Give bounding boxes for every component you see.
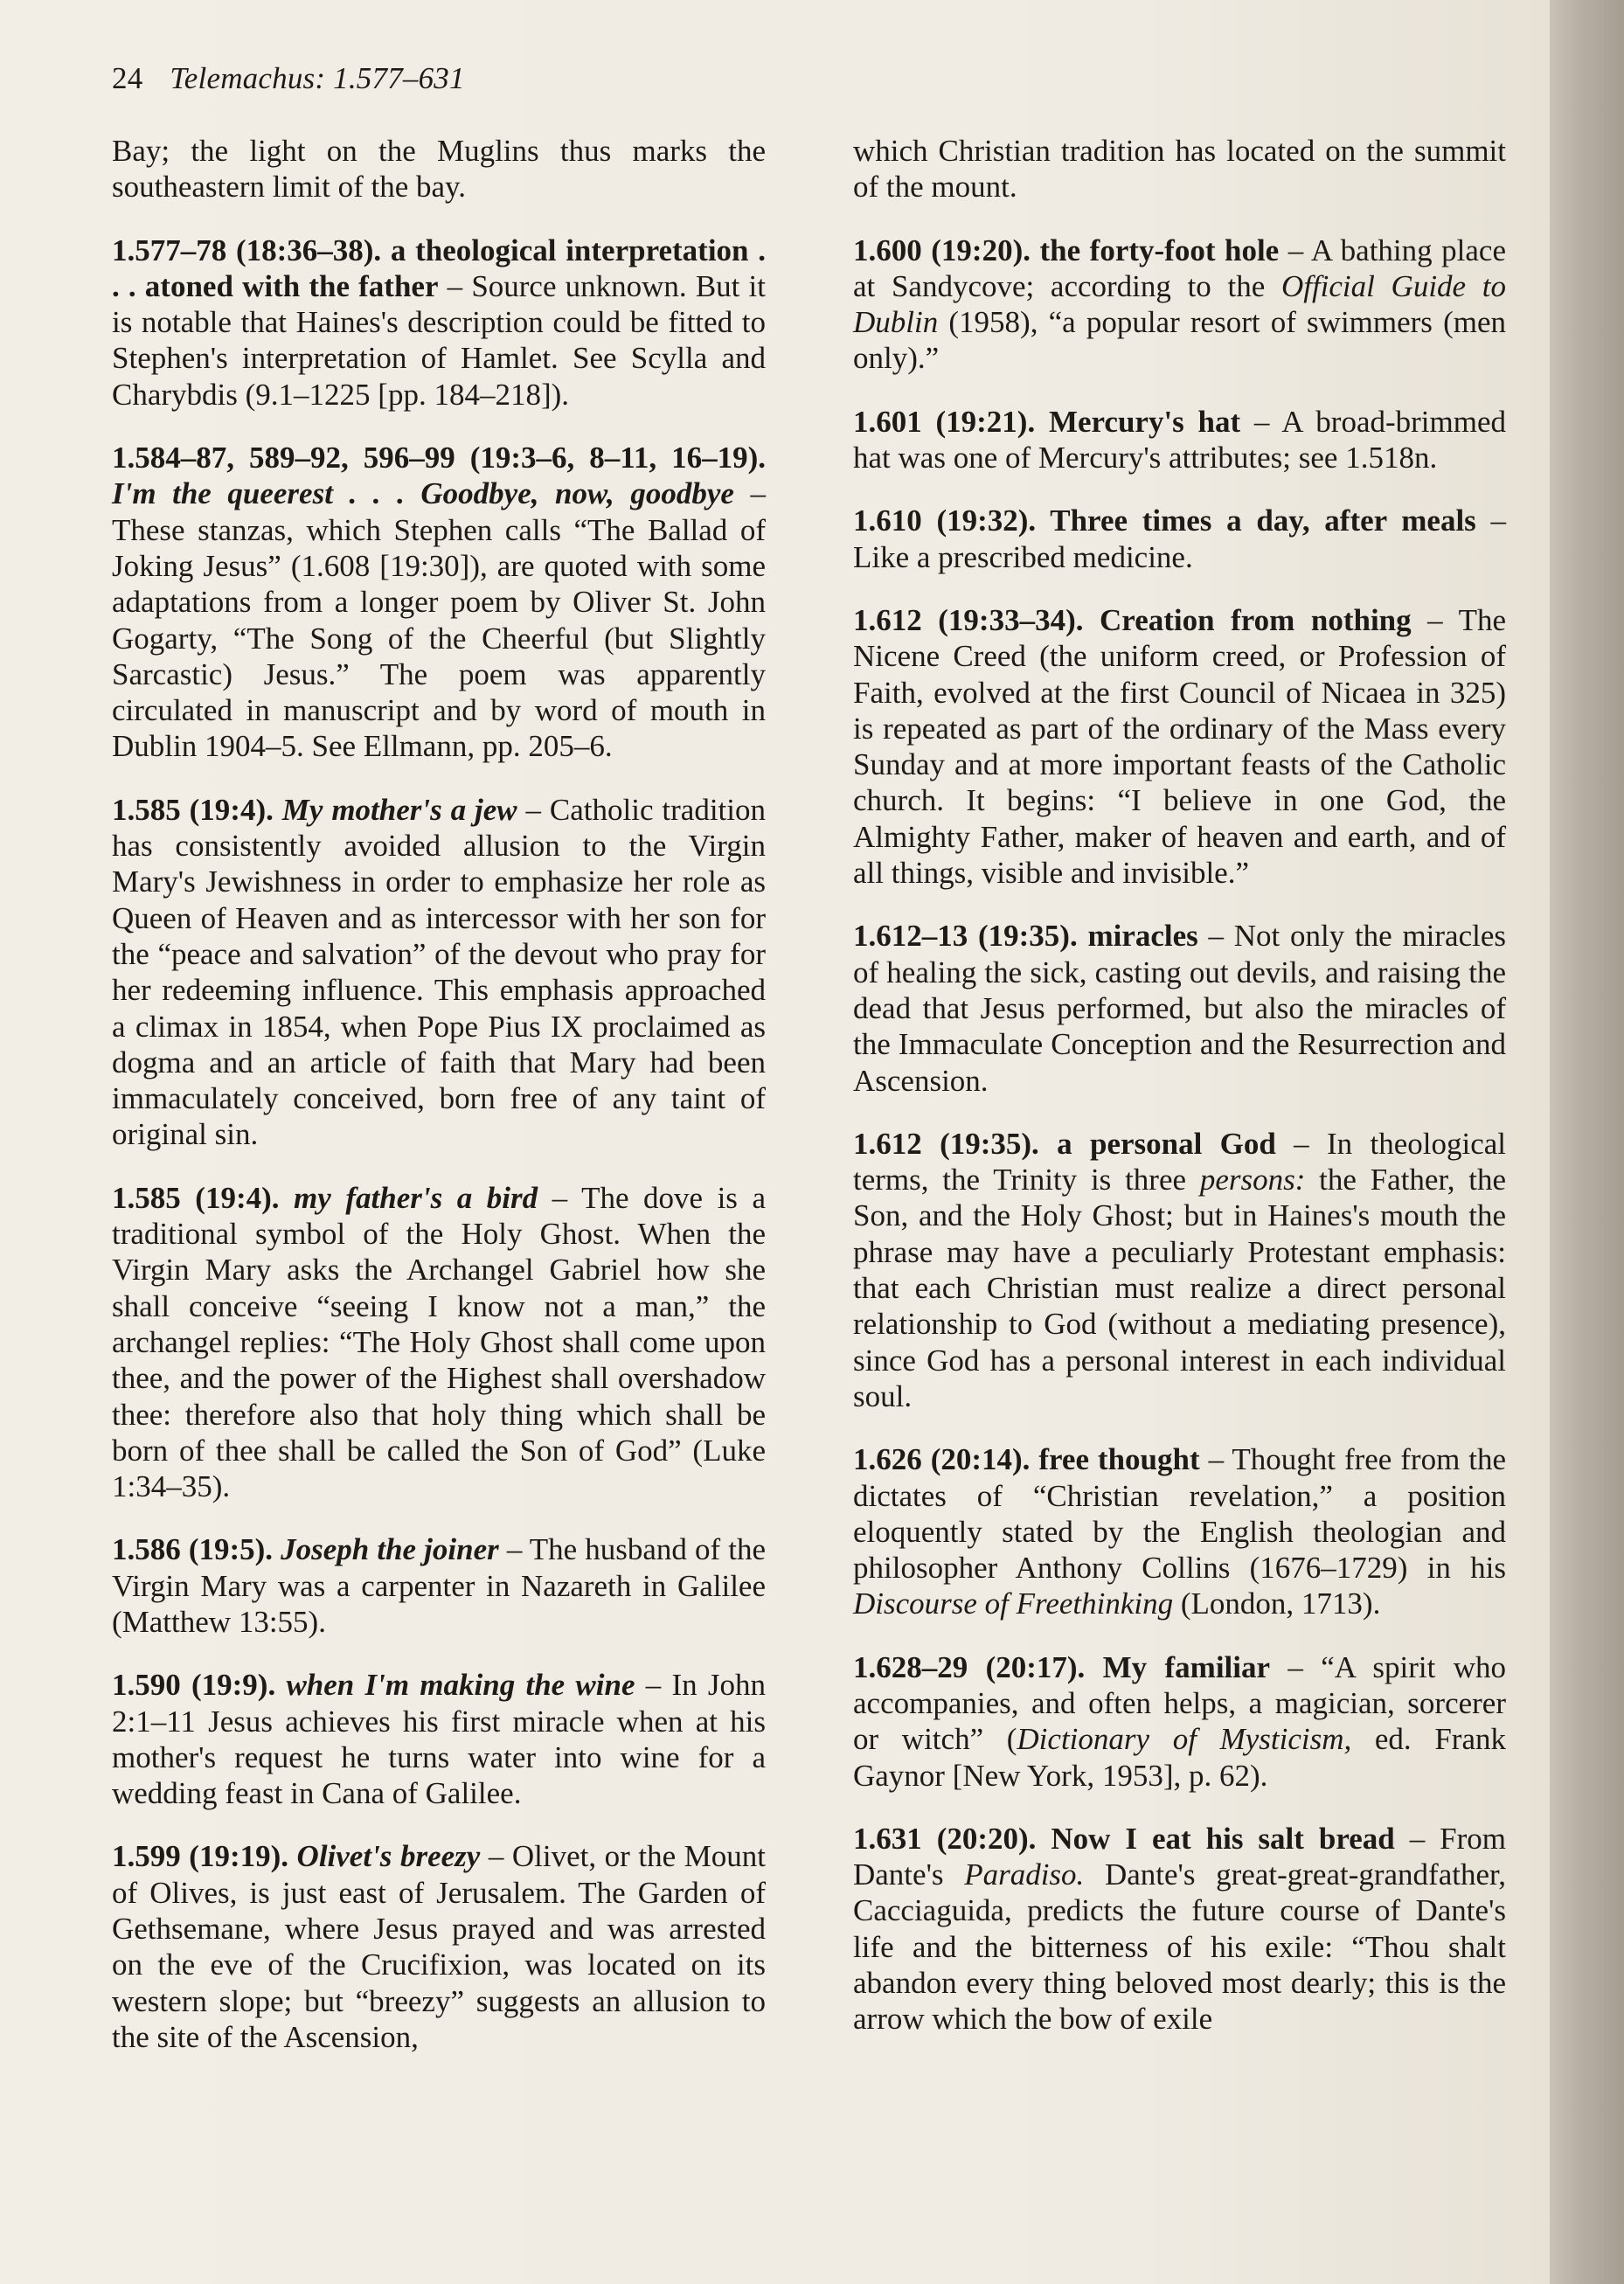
entry-text-run: –: [1411, 602, 1459, 637]
entry-text-run: Mercury's hat: [1048, 404, 1241, 439]
entry-text-run: –: [635, 1668, 672, 1703]
entry-text-run: miracles: [1087, 919, 1198, 954]
entry-text-run: “A spirit who accompanies, and often helps, a magician, sorcerer or witch” (: [853, 1649, 1506, 1757]
entry-text-run: –: [1240, 404, 1282, 439]
entry-text-run: Paradiso.: [964, 1857, 1085, 1892]
entry-text-run: ed. Frank Gaynor [New York, 1953], p. 62).: [853, 1722, 1506, 1793]
entry-text-run: Official Guide to Dublin: [853, 268, 1506, 340]
running-title: Telemachus: 1.577–631: [170, 61, 465, 95]
entry-text-run: 1.631 (20:20).: [853, 1821, 1051, 1856]
entry-text-run: In John 2:1–11 Jesus achieves his first miracle when at his mother's request he turns water into wine for a wedding feast in Cana of Galilee.: [112, 1668, 766, 1811]
facing-page-edge: [1550, 0, 1624, 2284]
entry-text-run: when I'm making the wine: [286, 1668, 635, 1703]
entry-text-run: –: [1394, 1821, 1440, 1856]
annotation-entry: [112, 133, 766, 205]
entry-text-run: 1.584–87, 589–92, 596–99 (19:3–6, 8–11, 16–19).: [112, 441, 766, 476]
entry-text-run: Creation from nothing: [1100, 602, 1412, 637]
entry-text-run: –: [480, 1839, 512, 1874]
annotation-entry: [112, 1667, 766, 1811]
entry-text-run: Thought free from the dictates of “Christian revelation,” a position eloquently stated by the English theologian and philosopher Anthony Collins (1676–1729) in his: [853, 1442, 1507, 1586]
entry-text-run: Dictionary of Mysticism,: [1017, 1722, 1352, 1757]
entry-text-run: 1.626 (20:14).: [853, 1442, 1039, 1477]
entry-text-run: a personal God: [1057, 1126, 1276, 1161]
entry-text-run: –: [1197, 919, 1234, 954]
entry-text-run: Discourse of Freethinking: [853, 1586, 1174, 1621]
entry-text-run: A bathing place at Sandycove; according to the: [853, 233, 1506, 303]
entry-text-run: 1.610 (19:32).: [853, 503, 1051, 538]
entry-text-run: Now I eat his salt bread: [1051, 1821, 1395, 1856]
entry-text-run: –: [1275, 1126, 1328, 1161]
annotation-entry: [112, 233, 766, 413]
entry-text-run: Olivet, or the Mount of Olives, is just east of Jerusalem. The Garden of Gethsemane, where Jesus prayed and was arrested on the eve of the Crucifixion, was located on its western slope; but “breezy” suggests an allusion to the site of the Ascension,: [112, 1839, 766, 2054]
entry-text-run: –: [498, 1532, 530, 1567]
entry-text-run: a theological interpretation . . . atoned with the father: [112, 233, 766, 303]
entry-text-run: These stanzas, which Stephen calls “The Ballad of Joking Jesus” (1.608 [19:30]), are quoted with some adaptations from a longer poem by Oliver St. John Gogarty, “The Song of the Cheerful (but Slightly Sarcastic) Jesus.” The poem was apparently circulated in manuscript and by word of mouth in Dublin 1904–5. See Ellmann, pp. 205–6.: [112, 512, 766, 764]
entry-text-run: 1.577–78 (18:36–38).: [112, 233, 391, 267]
entry-text-run: My familiar: [1102, 1649, 1271, 1684]
entry-text-run: A broad-brimmed hat was one of Mercury's attributes; see 1.518n.: [853, 404, 1506, 476]
entry-text-run: (1958), “a popular resort of swimmers (men only).”: [853, 305, 1506, 376]
entry-text-run: 1.590 (19:9).: [112, 1668, 287, 1703]
entry-text-run: Catholic tradition has consistently avoided allusion to the Virgin Mary's Jewishness in order to emphasize her role as Queen of Heaven and as intercessor with her son for the “peace and salvation” of the devout who pray for her redeeming influence. This emphasis approached a climax in 1854, when Pope Pius IX proclaimed as dogma and an article of faith that Mary had been immaculately conceived, born free of any taint of original sin.: [112, 792, 766, 1152]
entry-text-run: Like a prescribed medicine.: [853, 539, 1193, 574]
entry-text-run: –: [1199, 1442, 1232, 1477]
annotation-entry: [112, 1180, 766, 1505]
entry-text-run: In theological terms, the Trinity is three: [853, 1126, 1507, 1198]
entry-text-run: free thought: [1038, 1442, 1200, 1477]
entry-text-run: (London, 1713).: [1173, 1586, 1381, 1621]
annotation-entry: [112, 792, 766, 1153]
annotation-entry: [112, 1838, 766, 2055]
entry-text-run: Olivet's breezy: [296, 1839, 481, 1874]
annotation-entry: [853, 133, 1506, 205]
entry-text-run: my father's a bird: [294, 1180, 538, 1215]
annotation-entry: [853, 1441, 1506, 1621]
entry-text-run: From Dante's: [853, 1821, 1507, 1892]
entry-text-run: Joseph the joiner: [281, 1532, 499, 1567]
entry-text-run: persons:: [1199, 1163, 1306, 1198]
annotation-entry: [112, 1531, 766, 1640]
entry-text-run: 1.628–29 (20:17).: [853, 1649, 1103, 1684]
entry-text-run: Dante's great-great-grandfather, Cacciaguida, predicts the future course of Dante's life and the bitterness of his exile: “Thou shalt abandon every thing beloved most dearly; this is the arrow which the bow of exile: [853, 1857, 1506, 2037]
entry-text-run: 1.612 (19:35).: [853, 1126, 1058, 1161]
entry-text-run: 1.585 (19:4).: [112, 792, 282, 827]
annotation-entry: [853, 233, 1506, 377]
entry-text-run: 1.600 (19:20).: [853, 233, 1040, 267]
entry-text-run: 1.612 (19:33–34).: [853, 602, 1100, 637]
entry-text-run: Bay; the light on the Muglins thus marks the southeastern limit of the bay.: [112, 134, 766, 205]
annotation-entry: [853, 602, 1506, 891]
annotation-entry: [853, 918, 1506, 1098]
annotation-entry: [853, 1649, 1506, 1794]
entry-text-run: –: [1475, 503, 1506, 538]
entry-text-run: Three times a day, after meals: [1050, 503, 1476, 538]
entry-text-run: I'm the queerest . . . Goodbye, now, goodbye: [112, 476, 734, 511]
entry-text-run: My mother's a jew: [281, 792, 517, 827]
entry-text-run: 1.586 (19:5).: [112, 1532, 281, 1567]
entry-text-run: Not only the miracles of healing the sick, casting out devils, and raising the dead that Jesus performed, but also the miracles of the Immaculate Conception and the Resurrection and Ascension.: [853, 919, 1507, 1098]
entry-text-run: –: [733, 476, 766, 511]
page-number: 24: [112, 61, 143, 95]
entry-text-run: The Nicene Creed (the uniform creed, or Profession of Faith, evolved at the first Council of Nicaea in 325) is repeated as part of the ordinary of the Mass every Sunday and at more important feasts of the Catholic church. It begins: “I believe in one God, the Almighty Father, maker of heaven and earth, and of all things, visible and invisible.”: [853, 602, 1506, 891]
entry-text-run: The dove is a traditional symbol of the Holy Ghost. When the Virgin Mary asks the Archangel Gabriel how she shall conceive “seeing I know not a man,” the archangel replies: “The Holy Ghost shall come upon thee, and the power of the Highest shall overshadow thee: therefore also that holy thing which shall be born of thee shall be called the Son of God” (Luke 1:34–35).: [112, 1180, 767, 1504]
entry-text-run: 1.599 (19:19).: [112, 1839, 297, 1874]
entry-text-run: The husband of the Virgin Mary was a carpenter in Nazareth in Galilee (Matthew 13:55).: [112, 1532, 767, 1639]
entry-text-run: Source unknown. But it is notable that Haines's description could be fitted to Stephen's interpretation of Hamlet. See Scylla and Charybdis (9.1–1225 [pp. 184–218]).: [112, 268, 767, 412]
entry-text-run: 1.601 (19:21).: [853, 404, 1049, 439]
annotation-entry: [112, 440, 766, 765]
entry-text-run: the forty-foot hole: [1039, 233, 1280, 267]
right-column: [853, 133, 1506, 2065]
annotation-entry: [853, 1821, 1506, 2038]
entry-text-run: –: [1279, 233, 1311, 267]
annotation-entry: [853, 404, 1506, 476]
left-column: [112, 133, 766, 2082]
entry-text-run: the Father, the Son, and the Holy Ghost; but in Haines's mouth the phrase may have a peculiarly Protestant emphasis: that each Christian must realize a direct personal relationship to God (without a mediating presence), since God has a personal interest in each individual soul.: [853, 1163, 1506, 1413]
entry-text-run: which Christian tradition has located on the summit of the mount.: [853, 134, 1506, 205]
running-header: [112, 61, 465, 96]
entry-text-run: –: [517, 792, 550, 827]
annotation-entry: [853, 503, 1506, 575]
entry-text-run: –: [438, 268, 472, 303]
entry-text-run: –: [1270, 1649, 1322, 1684]
entry-text-run: 1.585 (19:4).: [112, 1180, 295, 1215]
annotation-entry: [853, 1126, 1506, 1414]
entry-text-run: –: [538, 1180, 582, 1215]
entry-text-run: 1.612–13 (19:35).: [853, 919, 1088, 954]
